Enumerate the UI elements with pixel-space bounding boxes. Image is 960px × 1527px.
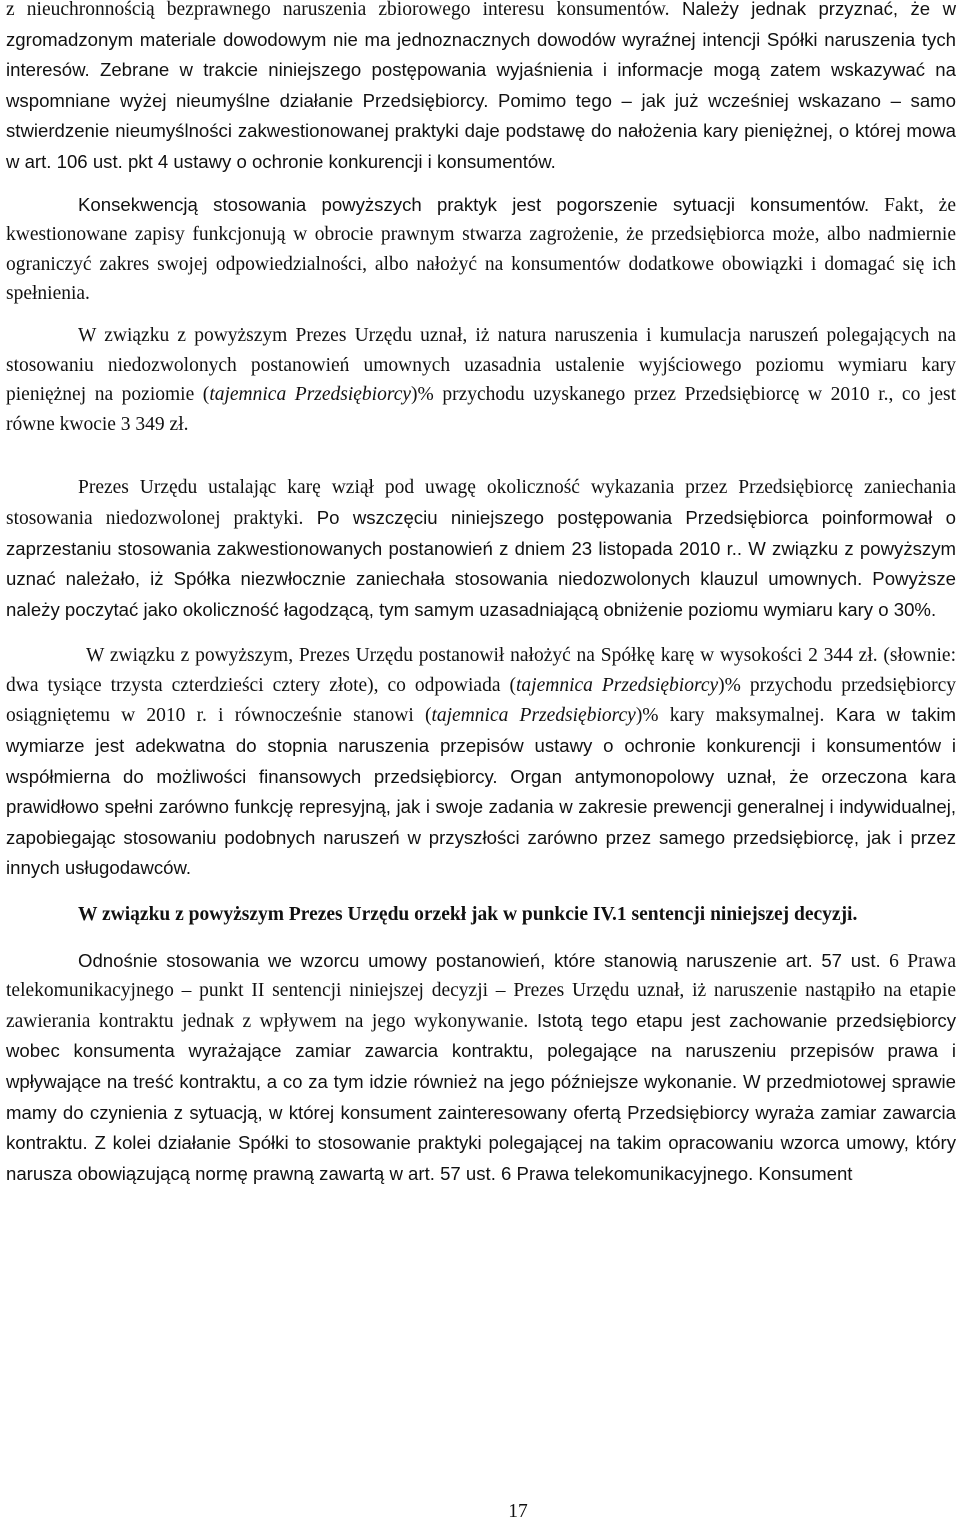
paragraph-consequences [6,190,956,309]
text-segment: Fakt, że kwestionowane zapisy funkcjonują w obrocie prawnym stwarza zagrożenie, że przedsiębiorca może, albo nadmiernie ograniczyć zakres swojej odpowiedzialności, albo nałożyć na konsumentów dodatkowe obowiązki i domagać się ich spełnienia. [6,194,956,305]
confidential-marker: tajemnica Przedsiębiorcy [209,384,412,406]
paragraph-final-penalty [6,641,956,884]
text-segment: W związku z powyższym Prezes Urzędu uznał, iż natura naruszenia i kumulacja naruszeń polegających na stosowaniu niedozwolonych postanowień umownych uzasadnia ustalenie wyjściowego poziomu wymiaru kary pieniężnej na poziomie ( [6,324,956,406]
paragraph-base-penalty [6,321,956,439]
text-segment: W związku z powyższym, Prezes Urzędu postanowił nałożyć na Spółkę karę w wysokości 2 344 zł. (słownie: dwa tysiące trzysta czterdzieści cztery złote), co odpowiada ( [6,645,956,696]
paragraph-ruling [6,900,956,930]
paragraph-mitigating [6,473,956,625]
text-segment: Z kolei działanie Spółki to stosowanie praktyki polegającej na takim opracowaniu wzorca umowy, który narusza obowiązującą normę prawną zawartą w art. 57 ust. 6 Prawa telekomunikacyjnego. [6,1132,956,1184]
text-segment: 6 Prawa telekomunikacyjnego – punkt II sentencji niniejszej decyzji – Prezes Urzędu uznał, iż naruszenie nastąpiło na etapie zawierania kontraktu jednak z wpływem na jego wykonywanie. [6,950,957,1032]
text-segment: z nieuchronnością bezprawnego naruszenia zbiorowego interesu konsumentów. [6,0,670,20]
text-segment: )% przychodu uzyskanego przez Przedsiębiorcę w 2010 r., co jest równe kwocie 3 349 zł. [6,384,956,435]
ruling-text: W związku z powyższym Prezes Urzędu orzekł jak w punkcie IV.1 sentencji niniejszej decyzji. [78,904,858,926]
confidential-marker: tajemnica Przedsiębiorcy [431,705,636,727]
text-segment: Prezes Urzędu ustalając karę wziął pod uwagę okoliczność wykazania przez Przedsiębiorcę zaniechania stosowania niedozwolonej praktyki. [6,477,956,529]
page-number: 17 [508,1501,528,1522]
confidential-marker: tajemnica Przedsiębiorcy [516,674,719,696]
document-page [6,0,956,1189]
text-segment: Zebrane w trakcie niniejszego postępowania wyjaśnienia i informacje mogą zatem wskazywać na wspomniane wyżej nieumyślne działanie Przedsiębiorcy. [6,59,956,111]
text-segment: Po wszczęciu niniejszego postępowania Przedsiębiorca poinformował o zaprzestaniu stosowania zakwestionowanych postanowień z dniem 23 listopada 2010 r.. W związku z powyższym uznać należało, iż Spółka niezwłocznie zaniechała stosowania niedozwolonych klauzul umownych. [6,506,956,590]
text-segment: Organ antymonopolowy uznał, że orzeczona kara prawidłowo spełni zarówno funkcję represyjną, jak i swoje zadania w zakresie prewencji generalnej i indywidualnej, zapobiegając stosowaniu podobnych naruszeń w przyszłości zarówno przez samego przedsiębiorcę, jak i przez innych usługodawców. [6,765,956,879]
text-segment: Odnośnie stosowania we wzorcu umowy postanowień, które stanowią naruszenie art. 57 ust. [78,949,881,971]
text-segment: Powyższe należy poczytać jako okoliczność łagodzącą, tym samym uzasadniającą obniżenie poziomu wymiaru kary o 30%. [6,568,956,620]
text-segment: Istotą tego etapu jest zachowanie przedsiębiorcy wobec konsumenta wyrażające zamiar zawarcia kontraktu, polegające na naruszeniu przepisów prawa i wpływające na treść kontraktu, a co za tym idzie również na jego późniejsze wykonanie. [6,1009,956,1092]
text-segment: Konsument [753,1162,853,1184]
text-segment: Kara w takim wymiarze jest adekwatna do stopnia naruszenia przepisów ustawy o ochronie konkurencji i konsumentów i współmierna do możliwości finansowych przedsiębiorcy. [6,704,957,787]
text-segment: Konsekwencją stosowania powyższych praktyk jest pogorszenie sytuacji konsumentów. [78,193,870,215]
text-segment: )% kary maksymalnej. [635,705,825,727]
text-segment: Należy jednak przyznać, że w zgromadzonym materiale dowodowym nie ma jednoznacznych dowodów wyraźnej intencji Spółki naruszenia tych interesów. [6,0,956,81]
text-segment: Pomimo tego – jak już wcześniej wskazano – samo stwierdzenie nieumyślności zakwestionowanej praktyki daje podstawę do nałożenia kary pieniężnej, o której mowa w art. 106 ust. pkt 4 ustawy o ochronie konkurencji i konsumentów. [6,89,956,172]
text-segment: )% przychodu przedsiębiorcy osiągniętemu w 2010 r. i równocześnie stanowi ( [6,674,956,727]
paragraph-intent [6,0,956,178]
paragraph-telecom-law [6,946,956,1190]
text-segment: W przedmiotowej sprawie mamy do czynienia z sytuacją, w której konsument zainteresowany ofertą Przedsiębiorcy wyraża zamiar zawarcia kontraktu. [6,1071,957,1154]
